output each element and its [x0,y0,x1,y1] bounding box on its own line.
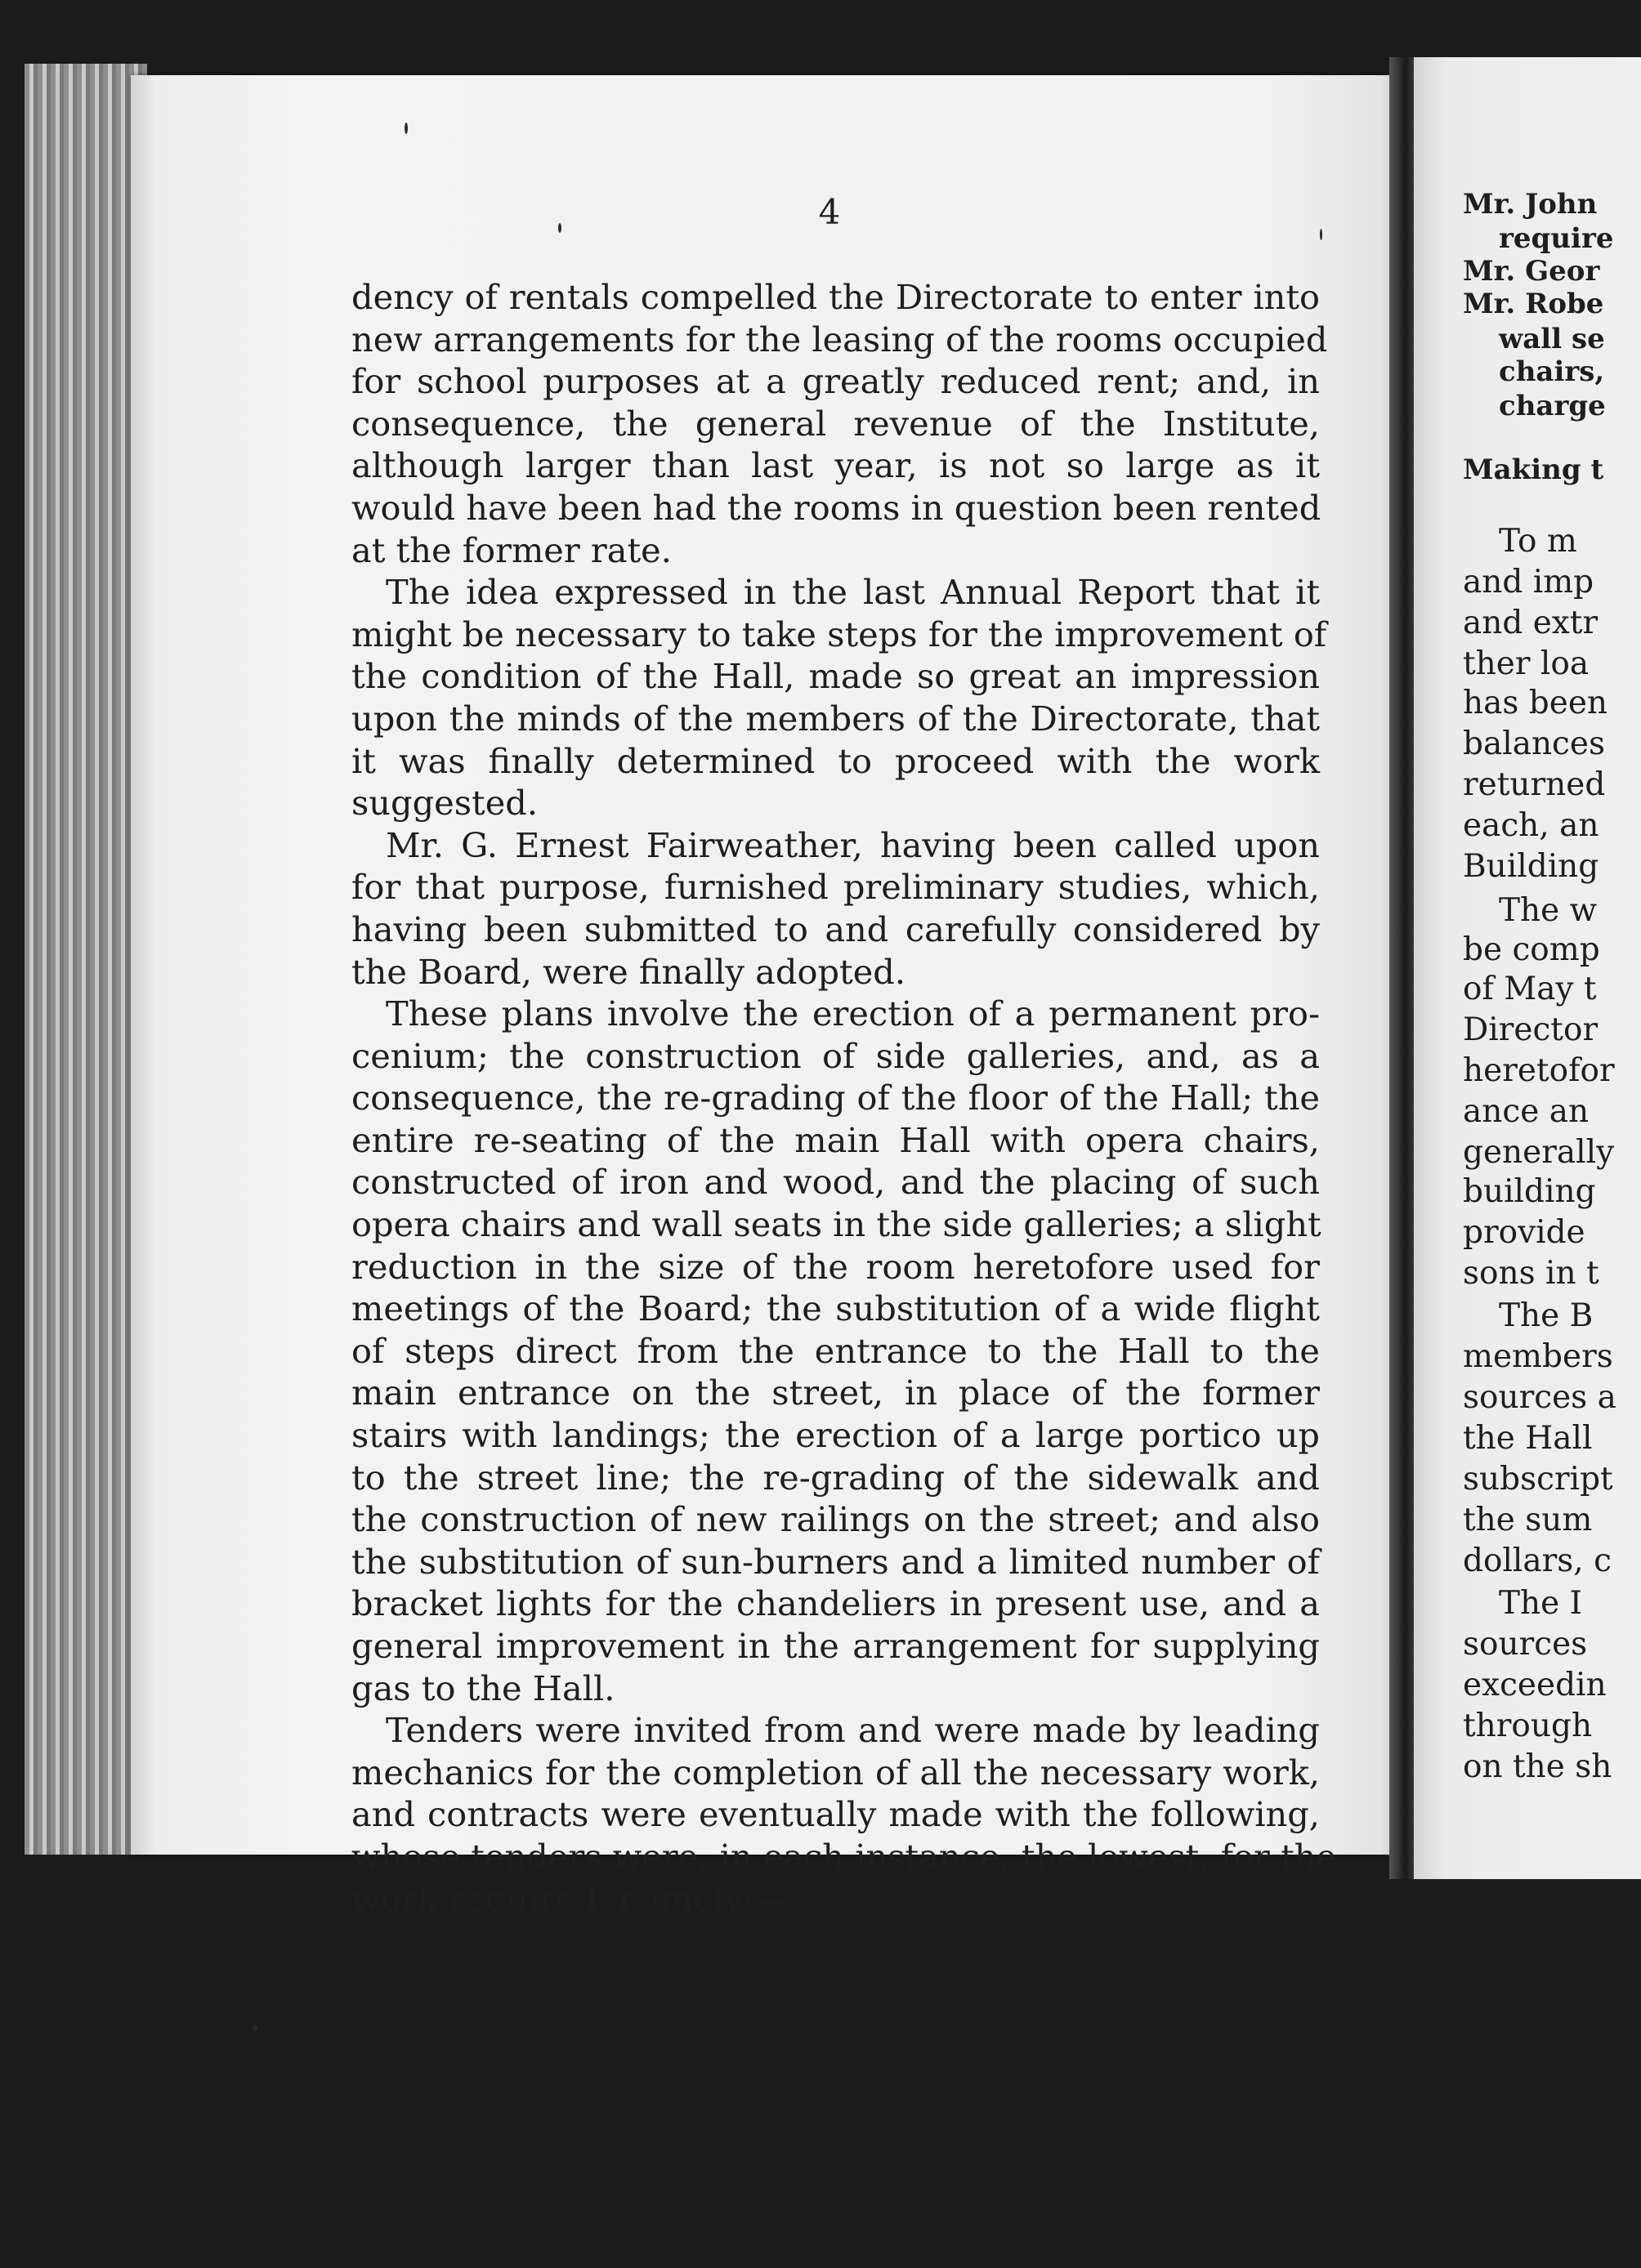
text-line: the Board, were finally adopted. [351,951,906,992]
right-page-line: sources a [1463,1379,1616,1416]
right-page-line: Mr. John [1463,188,1598,221]
right-page-line: the sum [1463,1502,1593,1538]
text-line: mechanics for the completion of all the necessary work, [351,1752,1320,1793]
right-page-line: subscript [1463,1461,1613,1498]
text-line: although larger than last year, is not so large as it [351,445,1320,486]
dust-speck [1320,229,1322,240]
right-page-line: each, an [1463,807,1599,844]
text-line: constructed of iron and wood, and the placing of such [351,1162,1320,1203]
text-line: reduction in the size of the room heretofore used for [351,1246,1320,1287]
text-line: suggested. [351,783,539,824]
right-page-line: The B [1499,1297,1594,1334]
right-page-line: The I [1499,1585,1583,1622]
text-line: entire re-seating of the main Hall with opera chairs, [351,1119,1320,1160]
text-line: would have been had the rooms in question been rented [351,487,1321,528]
text-line: Tenders were invited from and were made by leading [386,1710,1320,1751]
right-page-line: has been [1463,685,1608,721]
text-line: gas to the Hall. [351,1668,615,1708]
right-page-line: The w [1499,892,1597,929]
right-page-line: ther loa [1463,645,1590,682]
text-line: stairs with landings; the erection of a large portico up [351,1415,1320,1456]
right-page-line: Director [1463,1011,1599,1048]
text-line: the substitution of sun-burners and a limited number of [351,1541,1320,1582]
page-number: 4 [818,192,841,232]
right-page-line: building [1463,1173,1596,1210]
text-line: for school purposes at a greatly reduced rent; and, in [351,361,1320,402]
text-line: work required, namely:— [351,1878,789,1919]
text-line: cenium; the construction of side galleries, and, as a [351,1035,1320,1076]
text-line: dency of rentals compelled the Directorate to enter into [351,277,1320,317]
right-page-line: members [1463,1338,1613,1375]
text-line: new arrangements for the leasing of the rooms occupied [351,319,1328,359]
body-text [351,276,1337,1920]
right-page-line: heretofor [1463,1052,1615,1089]
book-page-edges [25,64,147,1855]
right-page-line: of May t [1463,971,1597,1007]
right-page-line: Mr. Geor [1463,255,1600,288]
text-line: bracket lights for the chandeliers in present use, and a [351,1583,1320,1624]
dust-speck [405,123,408,134]
right-page-line: Mr. Robe [1463,288,1604,320]
right-page-line: Building [1463,848,1599,885]
text-line: to the street line; the re-grading of the sidewalk and [351,1457,1320,1498]
right-page-line: and extr [1463,605,1599,641]
right-page-line: wall se [1499,323,1605,355]
right-page-line: sources [1463,1626,1588,1663]
dust-speck [253,2025,257,2031]
right-page-line: provide [1463,1214,1585,1251]
text-line: the condition of the Hall, made so great an impression [351,656,1320,697]
text-line: consequence, the general revenue of the Institute, [351,403,1320,444]
right-page-line: require [1499,222,1614,255]
right-page-line: chairs, [1499,355,1605,388]
text-line: whose tenders were, in each instance, the lowest, for the [351,1836,1337,1877]
text-line: having been submitted to and carefully considered by [351,909,1320,949]
right-page-line: and imp [1463,564,1594,600]
text-line: meetings of the Board; the substitution of a wide flight [351,1288,1320,1329]
text-line: at the former rate. [351,529,672,570]
right-page-line: exceedin [1463,1667,1607,1703]
right-page-line: ance an [1463,1093,1590,1130]
right-page-line: the Hall [1463,1420,1593,1457]
text-line: The idea expressed in the last Annual Report that it [386,572,1320,613]
text-line: it was finally determined to proceed with the work [351,740,1320,781]
right-page-line: charge [1499,390,1606,422]
right-page-line: generally [1463,1134,1615,1171]
text-line: the construction of new railings on the street; and also [351,1499,1320,1540]
right-page-line: dollars, c [1463,1543,1612,1579]
right-page-line: on the sh [1463,1748,1612,1785]
text-line: and contracts were eventually made with the following, [351,1794,1320,1835]
text-line: These plans involve the erection of a permanent pro- [386,993,1320,1034]
text-line: for that purpose, furnished preliminary studies, which, [351,867,1320,908]
dust-speck [558,223,561,233]
right-page-line: through [1463,1708,1593,1744]
right-page-line: balances [1463,725,1605,762]
text-line: might be necessary to take steps for the improvement of [351,614,1327,654]
text-line: Mr. G. Ernest Fairweather, having been called upon [386,824,1320,865]
text-line: of steps direct from the entrance to the Hall to the [351,1330,1320,1371]
right-page [1414,57,1641,1879]
text-line: opera chairs and wall seats in the side galleries; a slight [351,1204,1321,1245]
text-line: general improvement in the arrangement for supplying [351,1626,1320,1666]
right-page-line: returned [1463,766,1606,803]
text-line: consequence, the re-grading of the floor of the Hall; the [351,1078,1320,1118]
text-line: upon the minds of the members of the Directorate, that [351,698,1320,739]
right-page-line: To m [1499,523,1577,560]
right-page-line: be comp [1463,931,1600,968]
right-page-line: sons in t [1463,1255,1599,1292]
right-page-line: Making t [1463,453,1604,486]
text-line: main entrance on the street, in place of the former [351,1373,1320,1413]
